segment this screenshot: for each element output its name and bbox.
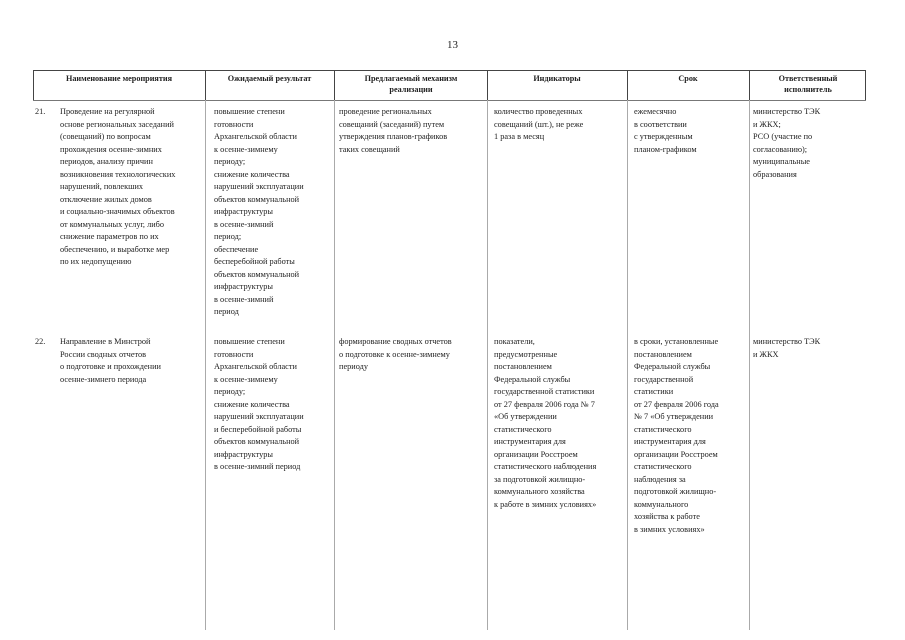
header-mechanism: Предлагаемый механизм реализации: [364, 74, 458, 94]
header-divider: [487, 70, 488, 100]
row-result-cell: повышение степени готовности Архангельской области к осенне-зимнему периоду; снижение количества нарушений эксплуатации объектов коммунальной инфраструктуры в осенне-зимний период; обеспечение бесперебойной работы объектов коммунальной инфраструктуры в осенне-зимний период: [214, 107, 304, 316]
header-divider: [627, 70, 628, 100]
row-name-cell: Направление в Минстрой России сводных отчетов о подготовке и прохождении осенне-зимнего периода: [60, 337, 161, 384]
header-divider: [205, 70, 206, 100]
column-divider: [205, 100, 206, 630]
column-divider: [334, 100, 335, 630]
row-responsible-cell: министерство ТЭК и ЖКХ: [753, 337, 821, 359]
row-mechanism-cell: проведение региональных совещаний (заседаний) путем утверждения планов-графиков таких совещаний: [339, 107, 448, 154]
header-divider: [865, 70, 866, 100]
row-responsible-cell: министерство ТЭК и ЖКХ; РСО (участие по согласованию); муниципальные образования: [753, 107, 821, 179]
row-indicators-cell: показатели, предусмотренные постановлением Федеральной службы государственной статистики от 27 февраля 2006 года № 7 «Об утверждении статистического инструментария для организации Росстроем статистического наблюдения за подготовкой жилищно- коммунального хозяйства к работе в зимних условиях»: [494, 337, 597, 509]
row-number: 21.: [35, 107, 46, 116]
column-divider: [627, 100, 628, 630]
header-divider: [334, 70, 335, 100]
row-indicators-cell: количество проведенных совещаний (шт.), не реже 1 раза в месяц: [494, 107, 584, 141]
row-term-cell: ежемесячно в соответствии с утвержденным планом-графиком: [634, 107, 697, 154]
header-divider: [749, 70, 750, 100]
row-result-cell: повышение степени готовности Архангельской области к осенне-зимнему периоду; снижение количества нарушений эксплуатации и бесперебойной работы объектов коммунальной инфраструктуры в осенне-зимний период: [214, 337, 304, 471]
header-term: Срок: [678, 74, 698, 83]
header-result: Ожидаемый результат: [227, 74, 312, 83]
header-bottom-border: [33, 100, 866, 101]
column-divider: [749, 100, 750, 630]
header-indicators: Индикаторы: [533, 74, 581, 83]
table-top-border: [33, 70, 866, 71]
row-term-cell: в сроки, установленные постановлением Федеральной службы государственной статистики от 27 февраля 2006 года № 7 «Об утверждении статистического инструментария для организации Росстроем статистического наблюдения за подготовкой жилищно- коммунального хозяйства к работе в зимних условиях»: [634, 337, 719, 534]
header-divider: [33, 70, 34, 100]
header-name: Наименование мероприятия: [65, 74, 173, 83]
row-number: 22.: [35, 337, 46, 346]
row-name-cell: Проведение на регулярной основе региональных заседаний (совещаний) по вопросам прохождения осенне-зимних периодов, анализу причин возникновения технологических нарушений, повлекших отключение жилых домов и социально-значимых объектов от коммунальных услуг, либо снижение параметров по их обеспечению, и выработке мер по их недопущению: [60, 107, 176, 266]
row-mechanism-cell: формирование сводных отчетов о подготовке к осенне-зимнему периоду: [339, 337, 452, 371]
header-responsible: Ответственный исполнитель: [778, 74, 838, 94]
measures-table: [33, 70, 866, 630]
page-number: 13: [447, 39, 458, 51]
column-divider: [487, 100, 488, 630]
